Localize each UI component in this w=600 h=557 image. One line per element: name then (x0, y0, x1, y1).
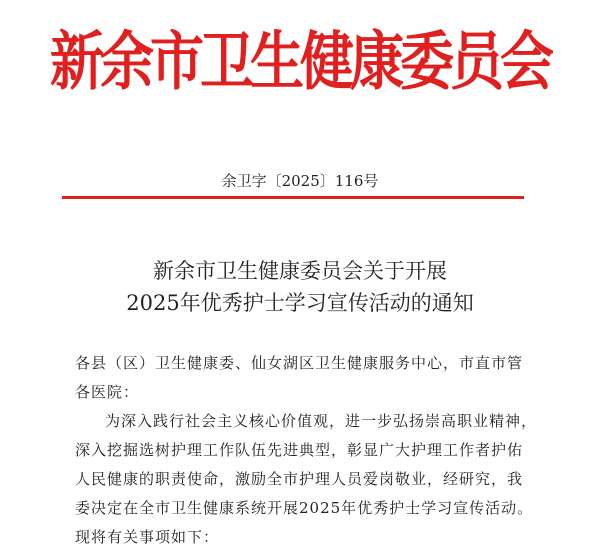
body-paragraph-line: 现将有关事项如下： (75, 528, 220, 546)
addressee-line: 各县（区）卫生健康委、仙女湖区卫生健康服务中心，市直市管 (75, 354, 524, 372)
notice-title-line-1: 新余市卫生健康委员会关于开展 (153, 259, 447, 283)
red-divider-line (62, 196, 524, 199)
body-paragraph-line: 深入挖掘选树护理工作队伍先进典型，彰显广大护理工作者护佑 (75, 441, 524, 459)
addressee-line: 各医院： (75, 383, 140, 401)
notice-title-line-2: 2025年优秀护士学习宣传活动的通知 (126, 291, 474, 315)
document-number: 余卫字〔2025〕116号 (221, 172, 379, 190)
body-paragraph-line: 委决定在全市卫生健康系统开展2025年优秀护士学习宣传活动。 (75, 499, 534, 517)
notice-title (0, 255, 600, 319)
notice-body (75, 349, 538, 552)
issuing-authority-header: 新余市卫生健康委员会 (50, 23, 550, 99)
body-paragraph-line: 为深入践行社会主义核心价值观，进一步弘扬崇高职业精神， (105, 412, 538, 430)
body-paragraph-line: 人民健康的职责使命，激励全市护理人员爱岗敬业，经研究，我 (75, 470, 524, 488)
